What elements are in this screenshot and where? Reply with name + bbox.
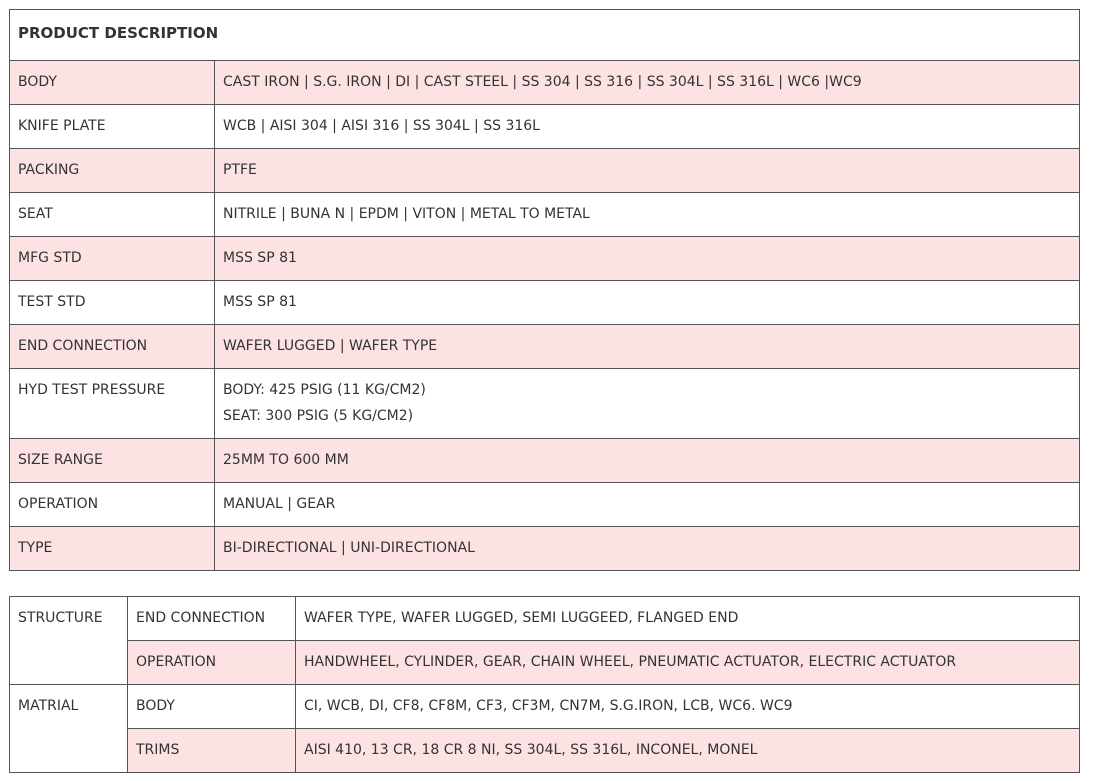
row-label: HYD TEST PRESSURE <box>10 369 215 439</box>
table-row <box>10 597 1080 641</box>
row-value: CAST IRON | S.G. IRON | DI | CAST STEEL | SS 304 | SS 316 | SS 304L | SS 316L | WC6 |WC9 <box>215 61 1080 105</box>
row-label: MFG STD <box>10 237 215 281</box>
row-value <box>215 369 1080 439</box>
table-row <box>10 369 1080 439</box>
table-row <box>10 527 1080 571</box>
row-value: WCB | AISI 304 | AISI 316 | SS 304L | SS 316L <box>215 105 1080 149</box>
row-label: KNIFE PLATE <box>10 105 215 149</box>
table-row <box>10 237 1080 281</box>
row-value: AISI 410, 13 CR, 18 CR 8 NI, SS 304L, SS 316L, INCONEL, MONEL <box>296 729 1080 773</box>
table-row <box>10 149 1080 193</box>
table-row <box>10 641 1080 685</box>
table-row <box>10 483 1080 527</box>
row-label: END CONNECTION <box>10 325 215 369</box>
structure-material-table <box>9 596 1080 773</box>
row-label: END CONNECTION <box>128 597 296 641</box>
row-value: 25MM TO 600 MM <box>215 439 1080 483</box>
table-row <box>10 193 1080 237</box>
row-value: PTFE <box>215 149 1080 193</box>
table-row <box>10 61 1080 105</box>
row-value: BI-DIRECTIONAL | UNI-DIRECTIONAL <box>215 527 1080 571</box>
row-label: BODY <box>10 61 215 105</box>
row-value: MANUAL | GEAR <box>215 483 1080 527</box>
product-description-table <box>9 9 1080 571</box>
row-value: WAFER LUGGED | WAFER TYPE <box>215 325 1080 369</box>
row-value-line-1: BODY: 425 PSIG (11 KG/CM2) <box>223 382 426 398</box>
group-label: MATRIAL <box>10 685 128 773</box>
row-value-line-2: SEAT: 300 PSIG (5 KG/CM2) <box>223 408 414 424</box>
table-row <box>10 281 1080 325</box>
row-label: SEAT <box>10 193 215 237</box>
table-row <box>10 439 1080 483</box>
row-label: TEST STD <box>10 281 215 325</box>
row-value: HANDWHEEL, CYLINDER, GEAR, CHAIN WHEEL, PNEUMATIC ACTUATOR, ELECTRIC ACTUATOR <box>296 641 1080 685</box>
row-value: NITRILE | BUNA N | EPDM | VITON | METAL TO METAL <box>215 193 1080 237</box>
group-label: STRUCTURE <box>10 597 128 685</box>
row-label: SIZE RANGE <box>10 439 215 483</box>
row-label: OPERATION <box>128 641 296 685</box>
row-value: MSS SP 81 <box>215 237 1080 281</box>
row-value: CI, WCB, DI, CF8, CF8M, CF3, CF3M, CN7M, S.G.IRON, LCB, WC6. WC9 <box>296 685 1080 729</box>
row-label: BODY <box>128 685 296 729</box>
row-value: MSS SP 81 <box>215 281 1080 325</box>
row-label: TYPE <box>10 527 215 571</box>
row-value: WAFER TYPE, WAFER LUGGED, SEMI LUGGEED, FLANGED END <box>296 597 1080 641</box>
table-title: PRODUCT DESCRIPTION <box>10 10 1080 61</box>
table-header-row <box>10 10 1080 61</box>
table-row <box>10 105 1080 149</box>
table-row <box>10 729 1080 773</box>
row-label: PACKING <box>10 149 215 193</box>
table-row <box>10 325 1080 369</box>
table-row <box>10 685 1080 729</box>
row-label: OPERATION <box>10 483 215 527</box>
row-label: TRIMS <box>128 729 296 773</box>
